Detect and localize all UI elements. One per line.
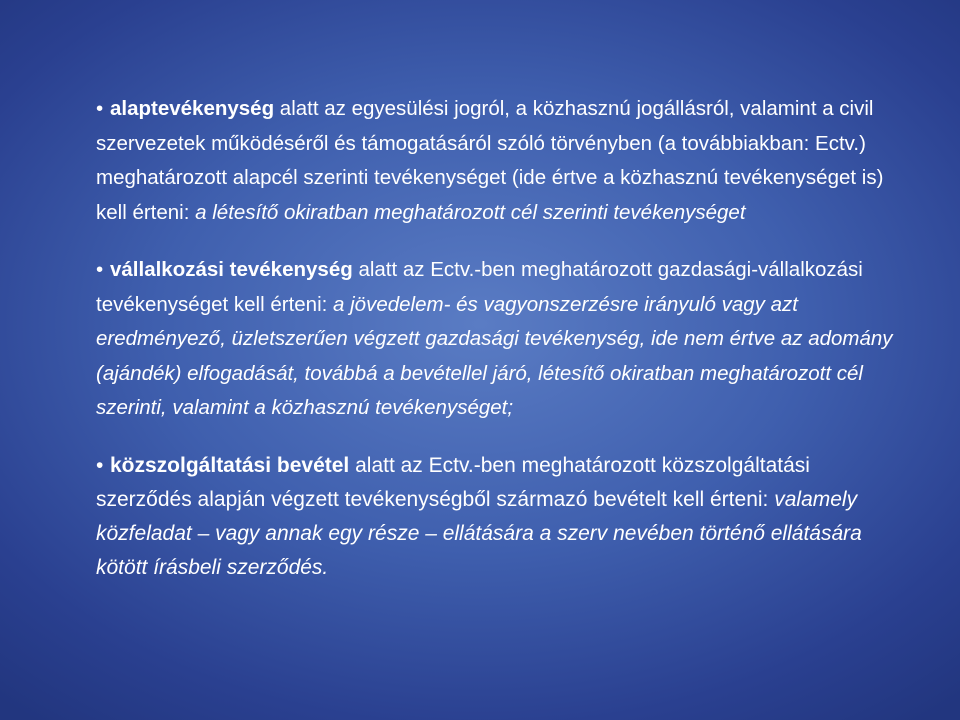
bullet-icon: • [96,97,104,120]
definition-text: alatt az Ectv.-ben meghatározott gazdasági-vállalkozási tevékenységet kell érteni: [96,258,863,316]
slide-content [96,92,896,585]
paragraph-vallalkozasi-tevekenyseg [96,253,896,426]
definition-text: alatt az egyesülési jogról, a közhasznú jogállásról, valamint a civil szervezetek működéséről és támogatásáról szóló törvényben (a továbbiakban: Ectv.) meghatározott alapcél szerinti tevékenységet (ide értve a közhasznú tevékenységet is) kell érteni: [96,97,884,224]
definition-italic: a létesítő okiratban meghatározott cél szerinti tevékenységet [195,200,746,224]
paragraph-alaptevekenyseg [96,92,896,230]
definition-text: alatt az Ectv.-ben meghatározott közszolgáltatási szerződés alapján végzett tevékenységből származó bevételt kell érteni: [96,453,810,511]
definition-italic: a jövedelem- és vagyonszerzésre irányuló vagy azt eredményező, üzletszerűen végzett gazdasági tevékenység, ide nem értve az adomány (ajándék) elfogadását, továbbá a bevétellel járó, létesítő okiratban meghatározott cél szerinti, valamint a közhasznú tevékenységet; [96,292,893,419]
term-kozszolgaltatasi-bevetel: közszolgáltatási bevétel [110,453,350,477]
term-vallalkozasi-tevekenyseg: vállalkozási tevékenység [110,258,353,281]
bullet-icon: • [96,453,104,477]
bullet-icon: • [96,258,104,281]
definition-italic: valamely közfeladat – vagy annak egy része – ellátására a szerv nevében történő ellátására kötött írásbeli szerződés. [96,487,862,579]
term-alaptevekenyseg: alaptevékenység [110,97,275,120]
paragraph-kozszolgaltatasi-bevetel [96,449,896,585]
